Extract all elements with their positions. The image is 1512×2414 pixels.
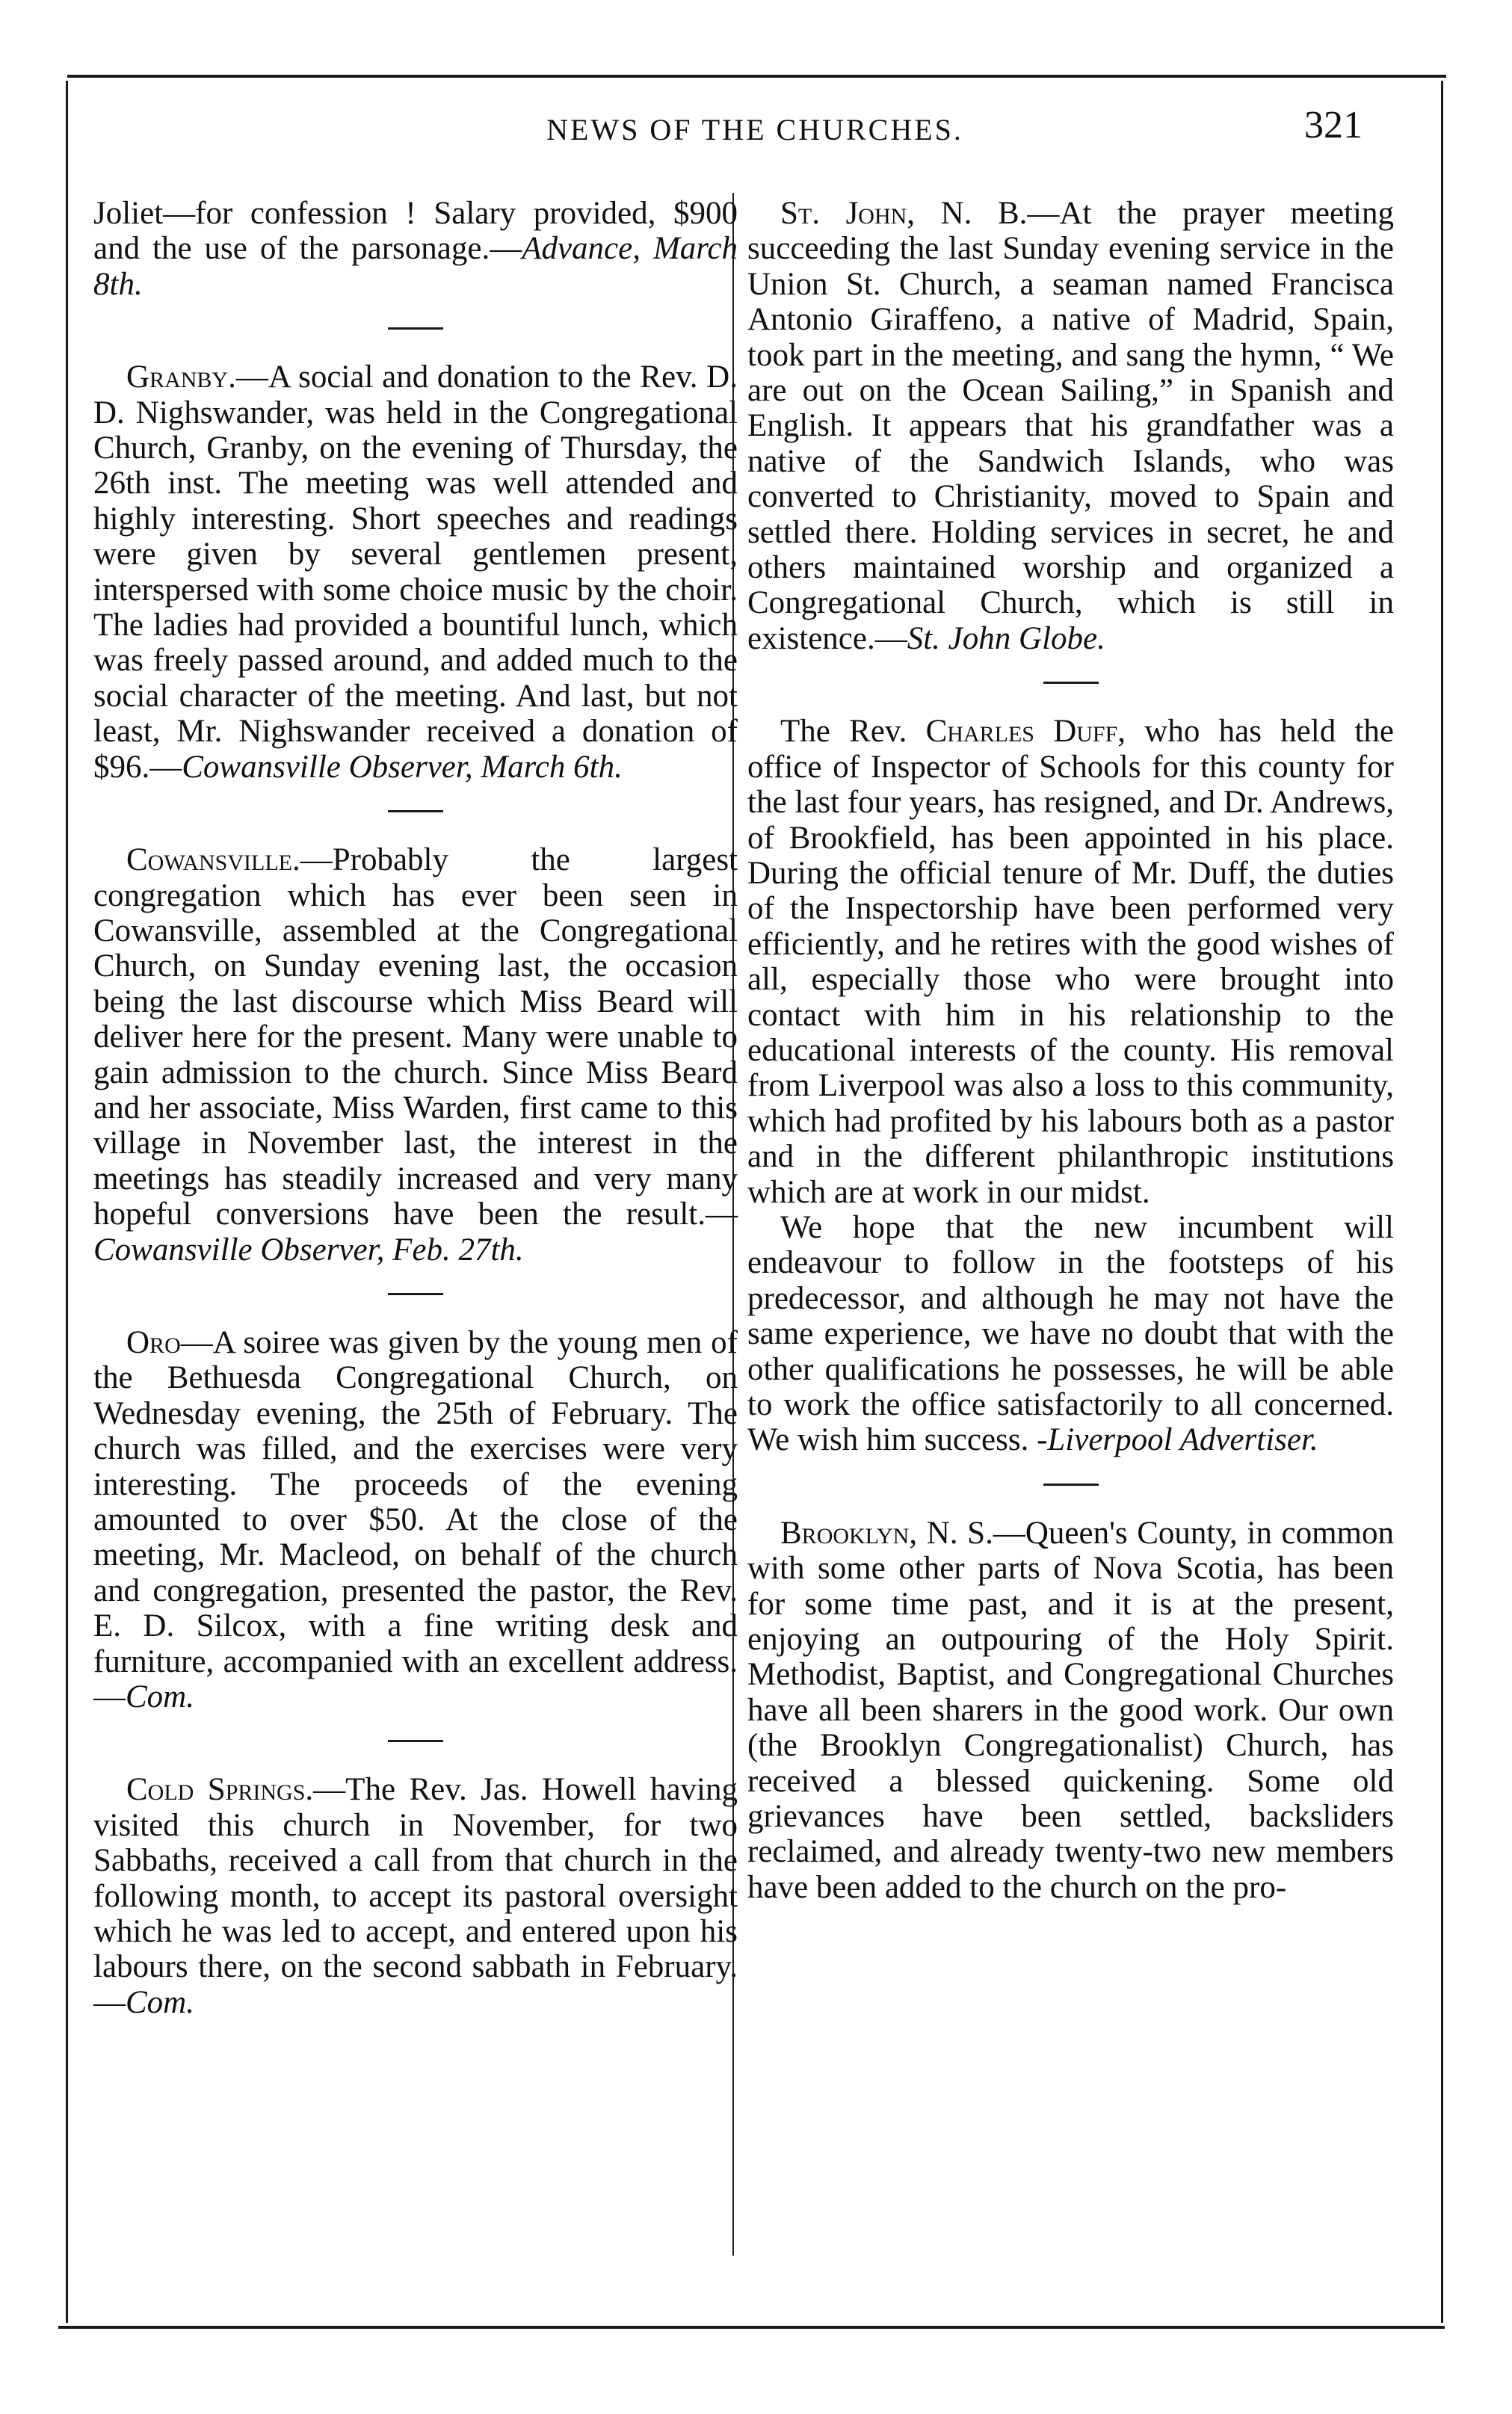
news-item-body: —A social and donation to the Rev. D. D. Nighswander, was held in the Congregational Church, Granby, on the evening of Thursday, the 26th inst. The meeting was well attended and highly interesting. Short speeches and readings were given by several gentlemen present, interspersed with some choice music by the choir. The ladies had provided a bountiful lunch, which was freely passed around, and added much to the social character of the meeting. And last, but not least, Mr. Nighswander received a donation of $96.— [93, 359, 738, 785]
separator-rule [1043, 1484, 1099, 1486]
news-item-source: Advance, March 8th. [93, 231, 738, 302]
separator-rule [388, 810, 443, 812]
news-item-cowansville [93, 842, 738, 1268]
news-item-place: Cowansville. [126, 842, 300, 878]
news-item-body: We hope that the new incumbent will endeavour to follow in the footsteps of his predecessor, and although he may not have the same experience, we have no doubt that with the other qualifications he possesses, he will be able to work the office satisfactorily to all concerned. We wish him success. - [747, 1209, 1394, 1458]
page-number: 321 [1304, 104, 1363, 146]
news-item-source: St. John Globe. [907, 620, 1105, 656]
left-column [93, 196, 738, 2020]
news-item-cold-springs [93, 1772, 738, 2020]
news-item-body: —Probably the largest congregation which has ever been seen in Cowansville, assembled at the Congregational Church, on Sunday evening last, the occasion being the last discourse which Miss Beard will deliver here for the present. Many were unable to gain admission to the church. Since Miss Beard and her associate, Miss Warden, first came to this village in November last, the interest in the meetings has steadily increased and very many hopeful conversions have been the result.— [93, 842, 738, 1232]
right-margin-rule [1441, 81, 1443, 2323]
bottom-rule [58, 2326, 1445, 2329]
news-item-lead: The Rev. [780, 714, 926, 750]
left-margin-rule [66, 81, 68, 2323]
news-item-brooklyn [747, 1516, 1394, 1905]
separator-rule [388, 327, 443, 330]
news-item-source: Com. [126, 1679, 194, 1715]
news-item-source: Cowansville Observer, March 6th. [182, 749, 623, 785]
news-item-source: Cowansville Observer, Feb. 27th. [93, 1232, 524, 1268]
separator-rule [388, 1293, 443, 1295]
news-item-oro [93, 1325, 738, 1714]
news-item-body: —A soiree was given by the young men of the Bethuesda Congregational Church, on Wednesday evening, the 25th of February. The church was filled, and the exercises were very interesting. The proceeds of the evening amounted to over $50. At the close of the meeting, Mr. Macleod, on behalf of the church and congregation, presented the pastor, the Rev. E. D. Silcox, with a fine writing desk and furniture, accompanied with an excellent address.— [93, 1324, 738, 1715]
news-item-place: St. John, N. B. [780, 196, 1028, 231]
news-item-duff [747, 714, 1394, 1210]
separator-rule [388, 1740, 443, 1742]
news-item-source: Liverpool Advertiser. [1047, 1422, 1318, 1458]
separator-rule [1043, 682, 1099, 684]
news-item-duff-para2 [747, 1210, 1394, 1458]
right-column [747, 196, 1394, 1905]
news-item-place: Brooklyn, N. S. [780, 1515, 993, 1551]
news-item-body: , who has held the office of Inspector of Schools for this county for the last four years, has resigned, and Dr. Andrews, of Brookfield, has been appointed in his place. During the official tenure of Mr. Duff, the duties of the Inspectorship have been performed very efficiently, and he retires with the good wishes of all, especially those who were brought into contact with him in his relationship to the educational interests of the county. His removal from Liverpool was also a loss to this community, which had profited by his labours both as a pastor and in the different philanthropic institutions which are at work in our midst. [747, 714, 1395, 1210]
news-item-place: Cold Springs. [126, 1772, 314, 1808]
news-item-place: Granby. [126, 359, 236, 395]
news-item-name: Charles Duff [925, 714, 1118, 750]
news-item-body: Joliet—for confession ! Salary provided, $900 and the use of the parsonage.— [93, 196, 738, 267]
news-item-source: Com. [126, 1984, 194, 2020]
news-item-granby [93, 359, 738, 785]
news-item-place: Oro [126, 1324, 181, 1360]
running-head: NEWS OF THE CHURCHES. [546, 113, 963, 146]
news-item-body: —Queen's County, in common with some other parts of Nova Scotia, has been for some time past, and it is at the present, enjoying an outpouring of the Holy Spirit. Methodist, Baptist, and Congregational Churches have all been sharers in the good work. Our own (the Brooklyn Congregationalist) Church, has received a blessed quickening. Some old grievances have been settled, backsliders reclaimed, and already twenty-two new members have been added to the church on the pro- [747, 1515, 1394, 1905]
news-item-st-john [747, 196, 1394, 656]
top-rule [67, 75, 1446, 78]
news-item-joliet [93, 196, 738, 302]
news-item-body: —At the prayer meeting succeeding the last Sunday evening service in the Union St. Church, a seaman named Francisca Antonio Giraffeno, a native of Madrid, Spain, took part in the meeting, and sang the hymn, “ We are out on the Ocean Sailing,” in Spanish and English. It appears that his grandfather was a native of the Sandwich Islands, who was converted to Christianity, moved to Spain and settled there. Holding services in secret, he and others maintained worship and organized a Congregational Church, which is still in existence.— [747, 196, 1394, 656]
news-item-body: —The Rev. Jas. Howell having visited this church in November, for two Sabbaths, received a call from that church in the following month, to accept its pastoral oversight which he was led to accept, and entered upon his labours there, on the second sabbath in February.— [93, 1772, 738, 2020]
